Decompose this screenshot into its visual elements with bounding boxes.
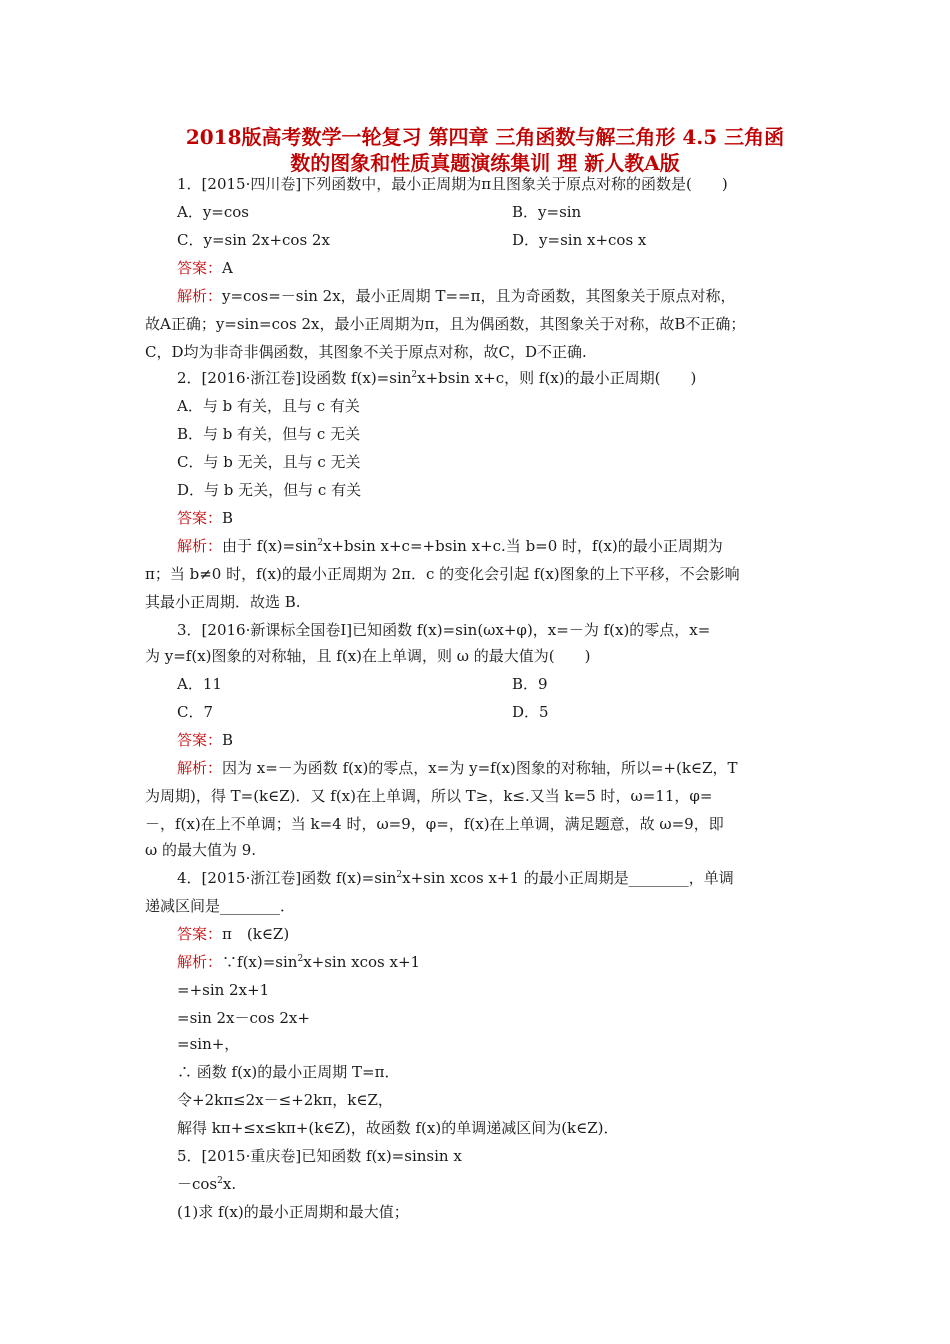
q3-analysis-line-3: －，f(x)在上不单调；当 k=4 时，ω=9，φ=，f(x)在上单调，满足题意，故 ω=9，即 (145, 815, 724, 833)
q2-analysis-line-3: 其最小正周期．故选 B. (145, 593, 301, 611)
answer-value: B (222, 731, 234, 749)
q1-option-d: D．y=sin x+cos x (512, 231, 647, 249)
q3-analysis-line-2: 为周期)，得 T=(k∈Z)．又 f(x)在上单调，所以 T≥，k≤.又当 k=5 时，ω=11，φ= (145, 787, 713, 805)
superscript: 2 (217, 1176, 223, 1186)
stem-text: －cos (177, 1175, 218, 1193)
q4-stem-line-1 (177, 868, 857, 888)
q3-answer (177, 730, 857, 750)
q1-analysis-line-1 (177, 286, 857, 306)
superscript: 2 (297, 954, 304, 964)
q3-stem-line-2: 为 y=f(x)图象的对称轴，且 f(x)在上单调，则 ω 的最大值为( ) (145, 647, 591, 665)
q4-analysis-line-7: 解得 kπ+≤x≤kπ+(k∈Z)，故函数 f(x)的单调递减区间为(k∈Z)． (177, 1119, 619, 1137)
q3-stem-line-1: 3．[2016·新课标全国卷Ⅰ]已知函数 f(x)=sin(ωx+φ)，x=－为 f(x)的零点，x= (177, 621, 711, 639)
q2-option-a: A．与 b 有关，且与 c 有关 (177, 397, 360, 415)
q4-analysis-line-1 (177, 952, 857, 972)
q4-analysis-line-6: 令+2kπ≤2x－≤+2kπ，k∈Z， (177, 1091, 393, 1109)
q2-option-d: D．与 b 无关，但与 c 有关 (177, 481, 362, 499)
analysis-label: 解析： (177, 287, 223, 305)
analysis-text: 因为 x=－为函数 f(x)的零点，x=为 y=f(x)图象的对称轴，所以=+(k∈Z，T (222, 759, 738, 777)
stem-text: 2．[2016·浙江卷]设函数 f(x)=sin (177, 369, 412, 387)
stem-text: x+bsin x+c，则 f(x)的最小正周期( ) (417, 369, 697, 387)
analysis-text: ∵f(x)=sin (222, 953, 298, 971)
doc-title-line-2: 数的图象和性质真题演练集训 理 新人教A版 (290, 151, 680, 175)
q3-option-d: D．5 (512, 703, 549, 721)
q1-option-c: C．y=sin 2x+cos 2x (177, 231, 330, 249)
stem-text: 4．[2015·浙江卷]函数 f(x)=sin (177, 869, 397, 887)
q1-analysis-line-3: C，D均为非奇非偶函数，其图象不关于原点对称，故C，D不正确. (145, 343, 587, 361)
q5-stem-line-1: 5．[2015·重庆卷]已知函数 f(x)=sinsin x (177, 1147, 462, 1165)
q1-analysis-line-2: 故A正确；y=sin=cos 2x，最小正周期为π，且为偶函数，其图象关于对称，故B不正确； (145, 315, 746, 333)
answer-label: 答案： (177, 259, 223, 277)
analysis-label: 解析： (177, 537, 223, 555)
q4-stem-line-2: 递减区间是________． (145, 897, 296, 915)
q2-analysis-line-1 (177, 536, 857, 556)
q4-analysis-line-4: =sin+， (177, 1035, 240, 1053)
q2-option-b: B．与 b 有关，但与 c 无关 (177, 425, 361, 443)
q1-answer (177, 258, 857, 278)
superscript: 2 (317, 538, 323, 548)
answer-label: 答案： (177, 731, 223, 749)
q4-analysis-line-3: =sin 2x－cos 2x+ (177, 1009, 310, 1027)
q2-answer (177, 508, 857, 528)
q3-analysis-line-1 (177, 758, 857, 778)
q5-part-1: (1)求 f(x)的最小正周期和最大值； (177, 1203, 409, 1221)
q1-option-a: A．y=cos (177, 203, 250, 221)
analysis-label: 解析： (177, 953, 223, 971)
q1-stem: 1．[2015·四川卷]下列函数中，最小正周期为π且图象关于原点对称的函数是( ) (177, 175, 728, 193)
answer-value: A (222, 259, 233, 277)
q4-analysis-line-2: =+sin 2x+1 (177, 981, 270, 999)
answer-value: π (k∈Z) (222, 925, 290, 943)
q3-analysis-line-4: ω 的最大值为 9. (145, 841, 257, 859)
analysis-text: x+sin xcos x+1 (303, 953, 421, 971)
stem-text: x. (222, 1175, 237, 1193)
superscript: 2 (411, 370, 418, 380)
q3-option-a: A．11 (177, 675, 222, 693)
analysis-text: x+bsin x+c=+bsin x+c.当 b=0 时，f(x)的最小正周期为 (322, 537, 723, 555)
q3-option-c: C．7 (177, 703, 214, 721)
analysis-text: y=cos=－sin 2x，最小正周期 T==π，且为奇函数，其图象关于原点对称， (222, 287, 736, 305)
analysis-text: 由于 f(x)=sin (222, 537, 318, 555)
answer-label: 答案： (177, 509, 223, 527)
doc-title-line-1: 2018版高考数学一轮复习 第四章 三角函数与解三角形 4.5 三角函 (185, 125, 785, 149)
answer-value: B (222, 509, 234, 527)
q2-stem (177, 368, 857, 388)
analysis-label: 解析： (177, 759, 223, 777)
stem-text: x+sin xcos x+1 的最小正周期是________，单调 (402, 869, 734, 887)
superscript: 2 (396, 870, 403, 880)
q2-option-c: C．与 b 无关，且与 c 无关 (177, 453, 361, 471)
q5-stem-line-2 (177, 1174, 857, 1194)
q1-option-b: B．y=sin (512, 203, 582, 221)
q3-option-b: B．9 (512, 675, 548, 693)
q4-analysis-line-5: ∴ 函数 f(x)的最小正周期 T=π． (177, 1063, 400, 1081)
answer-label: 答案： (177, 925, 223, 943)
q4-answer (177, 924, 857, 944)
q2-analysis-line-2: π；当 b≠0 时，f(x)的最小正周期为 2π．c 的变化会引起 f(x)图象的上下平移，不会影响 (145, 565, 740, 583)
